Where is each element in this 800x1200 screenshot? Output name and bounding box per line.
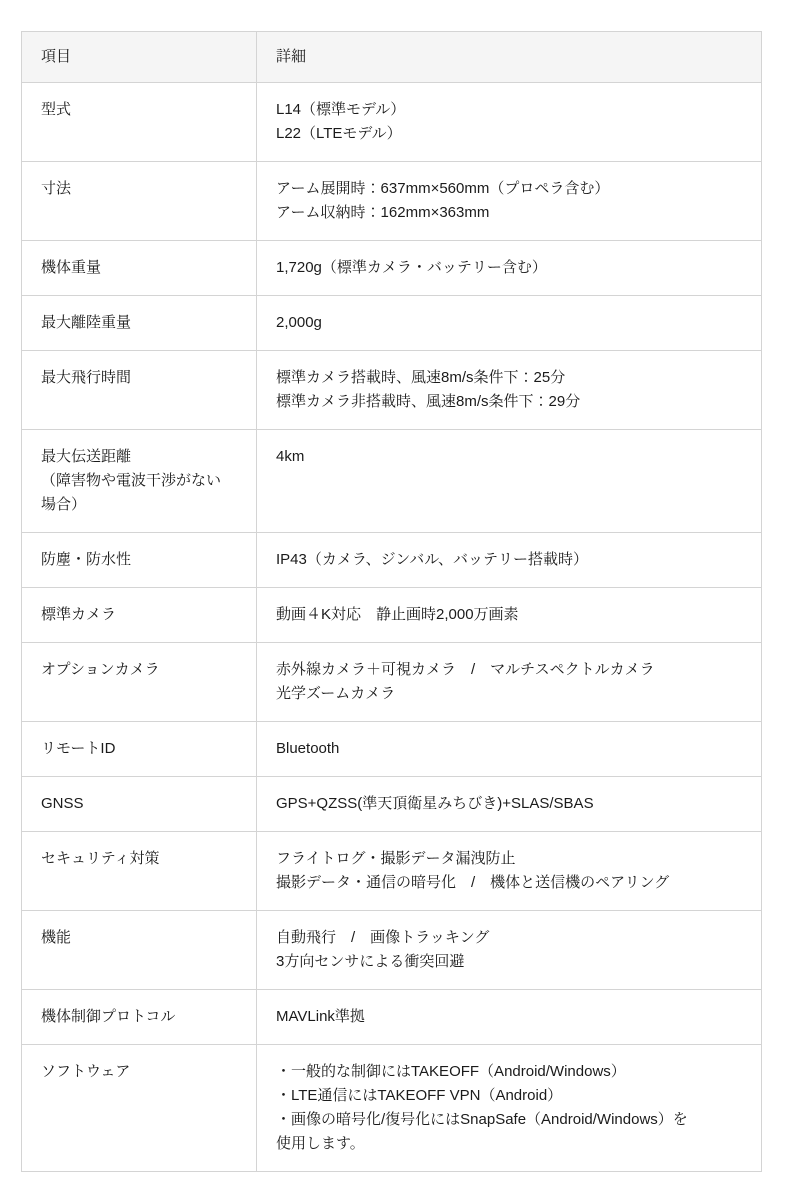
spec-table [21, 31, 762, 1172]
item-cell [22, 911, 257, 990]
item-line: 最大離陸重量 [41, 314, 132, 331]
item-line: セキュリティ対策 [41, 850, 160, 867]
detail-cell [257, 722, 762, 777]
item-line: 型式 [41, 101, 72, 118]
detail-line: 1,720g（標準カメラ・バッテリー含む） [276, 259, 547, 276]
detail-line: Bluetooth [276, 740, 340, 757]
spec-table-head [22, 32, 762, 83]
header-cell-detail: 詳細 [257, 32, 762, 83]
detail-line: 光学ズームカメラ [276, 685, 396, 702]
detail-line: 動画４K対応 静止画時2,000万画素 [276, 606, 519, 623]
detail-cell [257, 351, 762, 430]
table-row [22, 351, 762, 430]
detail-cell [257, 643, 762, 722]
detail-line: GPS+QZSS(準天頂衛星みちびき)+SLAS/SBAS [276, 795, 594, 812]
detail-line: フライトログ・撮影データ漏洩防止 [276, 850, 516, 867]
detail-line: アーム展開時：637mm×560mm（プロペラ含む） [276, 180, 610, 197]
item-line: 機体制御プロトコル [41, 1008, 176, 1025]
table-row [22, 990, 762, 1045]
detail-cell [257, 1045, 762, 1172]
item-cell [22, 296, 257, 351]
item-line: 最大伝送距離 [41, 448, 132, 465]
spec-table-container [21, 31, 762, 1172]
table-row [22, 83, 762, 162]
item-cell [22, 83, 257, 162]
detail-line: L22（LTEモデル） [276, 125, 402, 142]
item-cell [22, 588, 257, 643]
detail-cell [257, 162, 762, 241]
detail-cell [257, 241, 762, 296]
table-row [22, 777, 762, 832]
item-line: 場合） [41, 496, 87, 513]
item-cell [22, 351, 257, 430]
spec-table-body [22, 83, 762, 1172]
detail-cell [257, 533, 762, 588]
item-line: リモートID [41, 740, 116, 757]
detail-line: 赤外線カメラ＋可視カメラ / マルチスペクトルカメラ [276, 661, 655, 678]
detail-cell [257, 430, 762, 533]
detail-line: IP43（カメラ、ジンバル、バッテリー搭載時） [276, 551, 589, 568]
header-row [22, 32, 762, 83]
item-line: オプションカメラ [41, 661, 160, 678]
table-row [22, 241, 762, 296]
detail-cell [257, 911, 762, 990]
detail-line: アーム収納時：162mm×363mm [276, 204, 490, 221]
table-row [22, 832, 762, 911]
detail-line: 使用します。 [276, 1135, 365, 1152]
detail-line: L14（標準モデル） [276, 101, 406, 118]
detail-cell [257, 777, 762, 832]
item-line: （障害物や電波干渉がない [41, 472, 222, 489]
item-line: 標準カメラ [41, 606, 117, 623]
table-row [22, 911, 762, 990]
item-cell [22, 430, 257, 533]
item-line: ソフトウェア [41, 1063, 131, 1080]
detail-line: 自動飛行 / 画像トラッキング [276, 929, 490, 946]
detail-cell [257, 83, 762, 162]
item-cell [22, 533, 257, 588]
detail-line: 標準カメラ非搭載時、風速8m/s条件下：29分 [276, 393, 581, 410]
item-line: 機体重量 [41, 259, 102, 276]
table-row [22, 430, 762, 533]
item-cell [22, 241, 257, 296]
item-cell [22, 1045, 257, 1172]
table-row [22, 588, 762, 643]
detail-line: 3方向センサによる衝突回避 [276, 953, 465, 970]
item-line: 最大飛行時間 [41, 369, 132, 386]
item-cell [22, 643, 257, 722]
item-line: GNSS [41, 795, 84, 812]
item-line: 防塵・防水性 [41, 551, 132, 568]
item-cell [22, 722, 257, 777]
item-cell [22, 162, 257, 241]
table-row [22, 722, 762, 777]
table-row [22, 162, 762, 241]
detail-line: 4km [276, 448, 305, 465]
detail-cell [257, 832, 762, 911]
table-row [22, 1045, 762, 1172]
item-cell [22, 990, 257, 1045]
detail-cell [257, 990, 762, 1045]
detail-cell [257, 588, 762, 643]
detail-line: 標準カメラ搭載時、風速8m/s条件下：25分 [276, 369, 566, 386]
table-row [22, 296, 762, 351]
detail-cell [257, 296, 762, 351]
table-row [22, 533, 762, 588]
detail-line: MAVLink準拠 [276, 1008, 365, 1025]
detail-line: ・LTE通信にはTAKEOFF VPN（Android） [276, 1087, 563, 1104]
detail-line: ・一般的な制御にはTAKEOFF（Android/Windows） [276, 1063, 626, 1080]
item-cell [22, 777, 257, 832]
table-row [22, 643, 762, 722]
item-cell [22, 832, 257, 911]
item-line: 機能 [41, 929, 72, 946]
header-cell-item: 項目 [22, 32, 257, 83]
detail-line: ・画像の暗号化/復号化にはSnapSafe（Android/Windows）を [276, 1111, 688, 1128]
detail-line: 2,000g [276, 314, 322, 331]
item-line: 寸法 [41, 180, 72, 197]
detail-line: 撮影データ・通信の暗号化 / 機体と送信機のペアリング [276, 874, 670, 891]
